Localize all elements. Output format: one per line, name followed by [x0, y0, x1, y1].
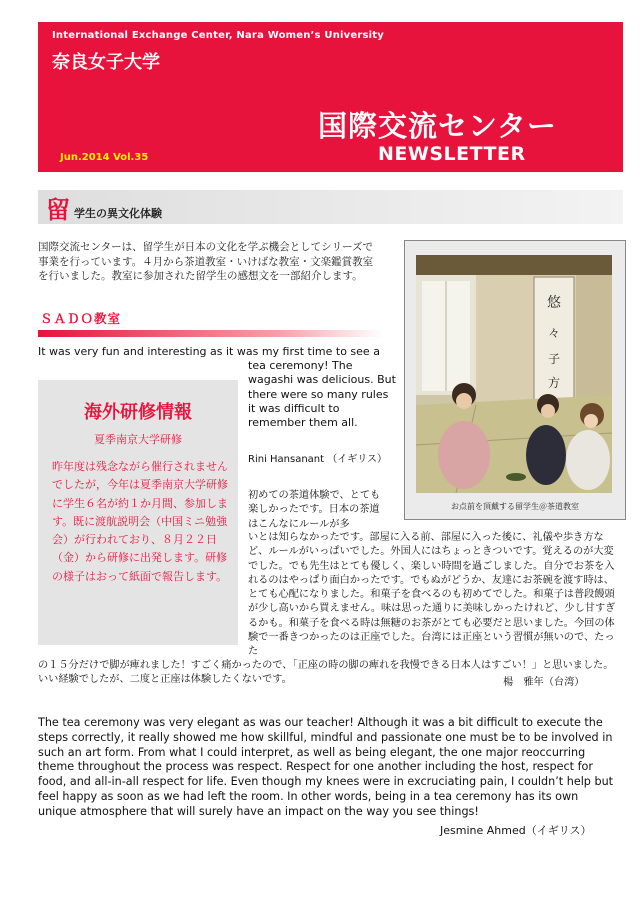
scroll-char-4: 方 — [547, 376, 561, 390]
essay1-continuation: tea ceremony! The wagashi was delicious. But there were so many rules it was difficult to remember them all. — [248, 359, 396, 430]
scroll-char-2: 々 — [547, 326, 561, 340]
scroll-char-3: 子 — [547, 352, 561, 366]
sado-heading: ＳＡＤＯ教室 — [40, 311, 122, 326]
section-heading-initial: 留 — [46, 196, 70, 224]
intro-paragraph: 国際交流センターは、留学生が日本の文化を学ぶ機会としてシリーズで事業を行っています。４月から茶道教室・いけばな教室・文楽鑑賞教室を行いました。教室に参加された留学生の感想文を一部紹介します。 — [38, 241, 374, 282]
essay3-body: The tea ceremony was very elegant as was our teacher! Although it was a bit difficult to execute the steps correctly, it really showed me how skillful, mindful and passionate one must be to be involved in such an art form. From what I could interpret, as well as being elegant, the one major reoccurring theme throughout the process was respect. Respect for one another including the host, respect for food, and all-in-all respect for life. Even though my knees were in excruciating pain, I couldn’t help but feel happy as soon as we had left the room. In other words, being in a tea ceremony has its own unique atmosphere that will surely have an impact on the way you see things! — [38, 716, 614, 818]
section-heading-text: 学生の異文化体験 — [74, 207, 162, 220]
essay1-author: Rini Hansanant （イギリス） — [248, 454, 388, 465]
header-banner — [38, 22, 623, 172]
overseas-info-title: 海外研修情報 — [84, 402, 192, 423]
essay3-author: Jesmine Ahmed（イギリス） — [440, 824, 592, 837]
issue-label: Jun.2014 Vol.35 — [60, 152, 149, 163]
center-title: 国際交流センター — [318, 109, 557, 143]
scroll-char-1: 悠 — [547, 295, 561, 311]
photo-caption: お点前を頂戴する留学生＠茶道教室 — [451, 502, 579, 511]
tea-ceremony-photo — [416, 255, 612, 493]
overseas-info-subtitle: 夏季南京大学研修 — [94, 433, 182, 446]
essay2-part2: いとは知らなかったです。部屋に入る前、部屋に入った後に、礼儀や歩き方など、ルールがいっぱいでした。外国人にはちょっときついです。覚えるのが大変でした。でも先生はとても優しく、楽しい時間を過ごしました。自分でお茶を入れるのはやっぱり面白かったです。でもぬがどうか、友達にお茶碗を渡す時は、とても心配になりました。和菓子を食べるのも初めてでした。和菓子は普段饅頭が少し高いから買えません。味は思った通りに美味しかったけれど、少し甘すぎるかも。和菓子を食べる時は無糖のお茶がとても必要だと思いました。今回の体験で一番きつかったのは正座でした。台湾には正座という習慣が無いので、たった — [248, 532, 616, 658]
org-name-en: International Exchange Center, Nara Women’s University — [52, 30, 384, 41]
essay2-author: 楊 雅年（台湾） — [503, 677, 585, 688]
university-name: 奈良女子大学 — [52, 52, 160, 73]
essay2-part3: の１５分だけで脚が痺れました！すごく痛かったので、「正座の時の脚の痺れを我慢できる日本人はすごい！」と思いました。いい経験でしたが、二度と正座は体験したくないです。 — [38, 660, 614, 686]
newsletter-title: NEWSLETTER — [378, 143, 526, 165]
overseas-info-body: 昨年度は残念ながら催行されませんでしたが，今年は夏季南京大学研修に学生６名が約１か月間、参加します。既に渡航説明会（中国ミニ勉強会）が行われており、８月２２日（金）から研修に出発します。研修の様子はおって紙面で報告します。 — [52, 460, 228, 583]
essay1-first-line: It was very fun and interesting as it was my first time to see a — [38, 345, 380, 358]
sado-heading-rule — [38, 330, 383, 337]
essay2-part1: 初めての茶道体験で、とても楽しかったです。日本の茶道はこんなにルールが多 — [248, 490, 381, 530]
